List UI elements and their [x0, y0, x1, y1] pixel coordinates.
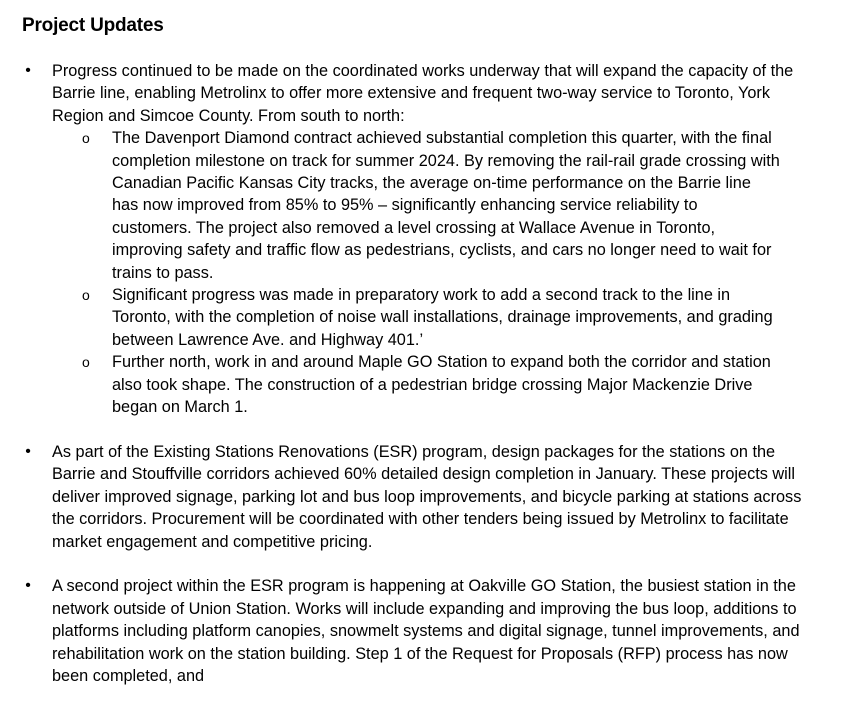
bullet-dot-icon: •: [25, 62, 31, 79]
sub-bullet-circle-icon: o: [82, 287, 90, 304]
bullet-text: As part of the Existing Stations Renovations (ESR) program, design packages for the stations on the Barrie and Stouffville corridors achieved 60% detailed design completion in January. These projects will deliver improved signage, parking lot and bus loop improvements, and bicycle parking at stations across the corridors. Procurement will be coordinated with other tenders being issued by Metrolinx to facilitate market engagement and competitive pricing.: [52, 442, 802, 551]
bullet-item-2: [0, 441, 804, 553]
bullet-text: A second project within the ESR program is happening at Oakville GO Station, the busiest station in the network outside of Union Station. Works will include expanding and improving the bus loop, additions to platforms including platform canopies, snowmelt systems and digital signage, tunnel improvements, and rehabilitation work on the station building. Step 1 of the Request for Proposals (RFP) process has now been completed, and: [52, 577, 800, 685]
sub-bullet-item-3: [52, 351, 780, 418]
bullet-dot-icon: •: [25, 442, 31, 460]
sub-bullet-list: [52, 127, 804, 418]
sub-bullet-text: Significant progress was made in preparatory work to add a second track to the line in Toronto, with the completion of noise wall installations, drainage improvements, and grading between Lawrence Ave. and Highway 401.’: [112, 286, 773, 349]
bullet-text: Progress continued to be made on the coordinated works underway that will expand the capacity of the Barrie line, enabling Metrolinx to offer more extensive and frequent two-way service to Toronto, York Region and Simcoe County. From south to north:: [52, 62, 794, 125]
bullet-item-3: [0, 575, 804, 687]
sub-bullet-text: The Davenport Diamond contract achieved substantial completion this quarter, with the final completion milestone on track for summer 2024. By removing the rail-rail grade crossing with Canadian Pacific Kansas City tracks, the average on-time performance on the Barrie line has now improved from 85% to 95% – significantly enhancing service reliability to customers. The project also removed a level crossing at Wallace Avenue in Toronto, improving safety and traffic flow as pedestrians, cyclists, and cars no longer need to wait for trains to pass.: [112, 129, 780, 282]
sub-bullet-item-2: [52, 284, 780, 351]
sub-bullet-circle-icon: o: [82, 354, 90, 371]
sub-bullet-item-1: [52, 127, 780, 284]
section-title: Project Updates: [22, 15, 164, 36]
bullet-dot-icon: •: [25, 577, 31, 595]
sub-bullet-circle-icon: o: [82, 130, 90, 147]
bullet-list: [0, 60, 858, 710]
bullet-item-1: [0, 60, 804, 419]
sub-bullet-text: Further north, work in and around Maple GO Station to expand both the corridor and station also took shape. The construction of a pedestrian bridge crossing Major Mackenzie Drive began on March 1.: [112, 353, 771, 417]
